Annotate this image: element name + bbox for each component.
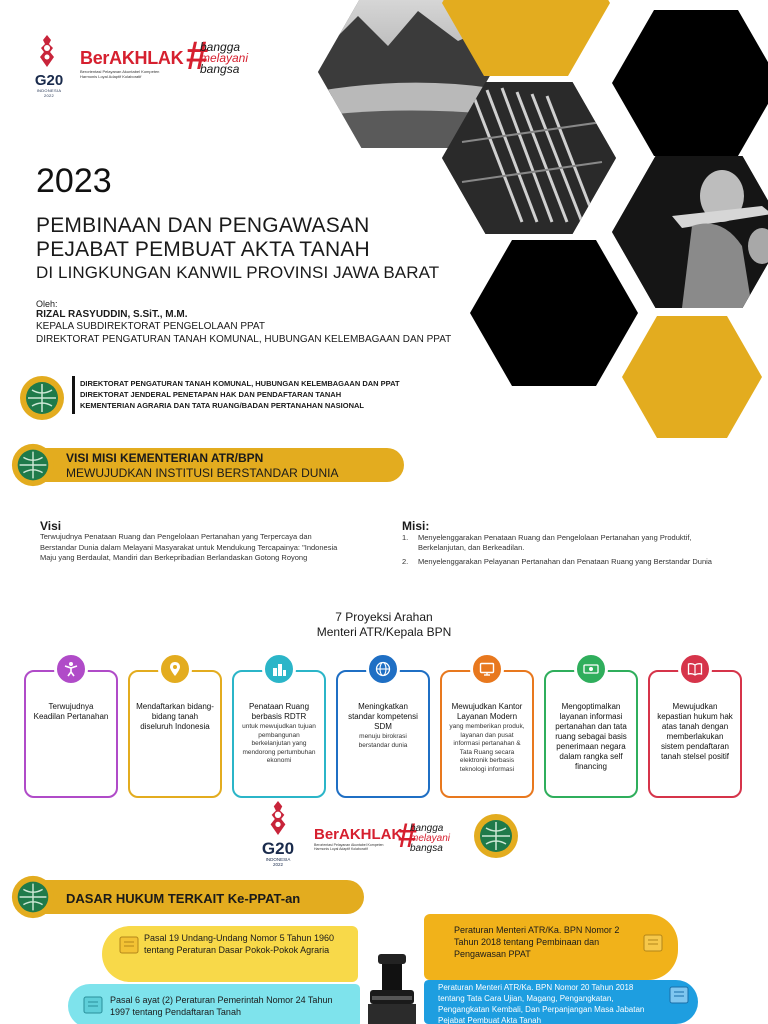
directorate-divider (72, 376, 75, 414)
directorate-line-2: DIREKTORAT JENDERAL PENETAPAN HAK DAN PENDAFTARAN TANAH (80, 390, 342, 399)
proyeksi-card-main: Penataan Ruang berbasis RDTR (248, 702, 310, 721)
author-role-1: KEPALA SUBDIREKTORAT PENGELOLAAN PPAT (36, 321, 265, 332)
gold-hex-bottom (622, 316, 762, 438)
book-icon (678, 652, 712, 686)
atr-bpn-emblem-icon (18, 374, 66, 422)
proyeksi-card-main: Terwujudnya Keadilan Pertanahan (33, 702, 109, 721)
law-text-4: Peraturan Menteri ATR/Ka. BPN Nomor 20 Tahun 2018 tentang Tata Cara Ujian, Magang, Pengangkatan, Pengangkatan Kembali, Dan Perpanjangan Masa Jabatan Pejabat Pembuat Akta Tanah (438, 983, 645, 1024)
proyeksi-card-2 (128, 670, 222, 798)
proyeksi-title-line-1: 7 Proyeksi Arahan (335, 610, 433, 624)
year: 2023 (36, 162, 112, 200)
scroll-document-icon (80, 994, 106, 1016)
proyeksi-title (234, 610, 534, 640)
scroll-document-icon (640, 932, 666, 954)
misi-heading: Misi: (402, 519, 430, 533)
dancer-photo (612, 156, 768, 308)
law-text-2: Pasal 6 ayat (2) Peraturan Pemerintah Nomor 24 Tahun 1997 tentang Pendaftaran Tanah (110, 995, 333, 1017)
law-item-4 (424, 980, 698, 1024)
proyeksi-card-desc: yang memberikan produk, layanan dan pusat informasi pertanahan & Tata Ruang secara elektronik berbasis teknologi informasi (449, 723, 525, 773)
title-line-3: DI LINGKUNGAN KANWIL PROVINSI JAWA BARAT (36, 263, 440, 282)
berakhlak-tag-1: Berorientasi Pelayanan Akuntabel Kompeten (314, 843, 384, 847)
misi-text: Menyelenggarakan Pelayanan Pertanahan dan Penataan Ruang yang Berstandar Dunia (418, 557, 712, 566)
city-buildings-icon (262, 652, 296, 686)
proyeksi-card-desc: untuk mewujudkan tujuan pembangunan berkelanjutan yang mendorong pertumbuhan ekonomi (242, 723, 316, 764)
bangga-word-3: bangsa (200, 62, 240, 76)
bangga-melayani-logo (398, 817, 468, 858)
directorate-line-1: DIREKTORAT PENGATURAN TANAH KOMUNAL, HUBUNGAN KELEMBAGAAN DAN PPAT (80, 379, 400, 388)
directorate-line-3: KEMENTERIAN AGRARIA DAN TATA RUANG/BADAN PERTANAHAN NASIONAL (80, 401, 365, 410)
proyeksi-card-main: Meningkatkan standar kompetensi SDM (348, 702, 418, 731)
proyeksi-card-1 (24, 670, 118, 798)
bangga-word-1: bangga (410, 823, 444, 834)
berakhlak-logo (80, 48, 190, 79)
atr-bpn-emblem-icon (10, 874, 56, 920)
berakhlak-tag-2: Harmonis Loyal Adaptif Kolaboratif (80, 74, 142, 79)
author-role-2: DIREKTORAT PENGATURAN TANAH KOMUNAL, HUBUNGAN KELEMBAGAAN DAN PPAT (36, 334, 452, 345)
berakhlak-tag-2: Harmonis Loyal Adaptif Kolaboratif (314, 847, 368, 851)
bangga-word-1: bangga (200, 40, 241, 54)
misi-list (402, 533, 722, 571)
g20-text: G20 (34, 72, 64, 89)
g20-logo (32, 34, 66, 98)
atr-bpn-emblem-icon (10, 442, 56, 488)
title-line-1: PEMBINAAN DAN PENGAWASAN (36, 214, 370, 237)
g20-year: 2022 (43, 93, 55, 98)
law-item-2 (68, 984, 360, 1024)
hash-icon: # (186, 34, 209, 78)
proyeksi-card-7 (648, 670, 742, 798)
monitor-icon (470, 652, 504, 686)
bangga-word-3: bangsa (410, 843, 443, 854)
money-icon (574, 652, 608, 686)
misi-number: 1. (402, 533, 409, 542)
proyeksi-card-main: Mewujudkan Kantor Layanan Modern (451, 702, 523, 721)
proyeksi-card-main: Mewujudkan kepastian hukum hak atas tanah dengan memberlakukan sistem pendaftaran tanah stelsel positif (657, 702, 733, 761)
visi-heading: Visi (40, 519, 62, 533)
stamp-icon (364, 952, 420, 1024)
proyeksi-card-desc: menuju birokrasi berstandar dunia (358, 733, 408, 749)
dasar-hukum-title: DASAR HUKUM TERKAIT Ke-PPAT-an (66, 891, 301, 906)
justice-person-icon (54, 652, 88, 686)
black-hex-right-top (612, 10, 768, 156)
berakhlak-word: BerAKHLAK (314, 826, 403, 843)
g20-emblem-icon (258, 800, 298, 836)
misi-item (402, 533, 722, 553)
bangga-word-2: melayani (200, 51, 249, 65)
oleh-label: Oleh: (36, 299, 58, 309)
misi-number: 2. (402, 557, 409, 566)
visi-misi-subtitle: MEWUJUDKAN INSTITUSI BERSTANDAR DUNIA (66, 466, 339, 480)
g20-emblem-icon (32, 34, 62, 68)
bangga-melayani-logo (186, 34, 268, 80)
dancer-photo-hex (612, 156, 768, 308)
title-line-2: PEJABAT PEMBUAT AKTA TANAH (36, 238, 370, 261)
visi-body: Terwujudnya Penataan Ruang dan Pengelolaan Pertanahan yang Terpercaya dan Berstandar Dunia dalam Melayani Masyarakat untuk Mendukung Tercapainya: "Indonesia Maju yang Berdaulat, Mandiri dan Berkepribadian Berlandaskan Gotong Royong (40, 532, 338, 562)
g20-year: 2022 (272, 862, 283, 867)
hash-icon: # (398, 817, 417, 855)
g20-sub: INDONESIA (265, 857, 291, 862)
misi-item (402, 557, 722, 567)
law-text-3: Peraturan Menteri ATR/Ka. BPN Nomor 2 Tahun 2018 tentang Pembinaan dan Pengawasan PPAT (454, 925, 620, 959)
author-name: RIZAL RASYUDDIN, S.SiT., M.M. (36, 309, 188, 320)
berakhlak-tag-1: Berorientasi Pelayanan Akuntabel Kompeten (80, 69, 160, 74)
proyeksi-card-main: Mengoptimalkan layanan informasi pertanahan dan tata ruang sebagai basis penerimaan negara dalam rangka self financing (555, 702, 627, 771)
visi-misi-title: VISI MISI KEMENTERIAN ATR/BPN (66, 451, 264, 465)
proyeksi-card-4 (336, 670, 430, 798)
proyeksi-title-line-2: Menteri ATR/Kepala BPN (316, 625, 452, 639)
g20-text: G20 (261, 839, 295, 858)
g20-logo (258, 800, 298, 867)
black-hex-middle (470, 240, 638, 386)
atr-bpn-emblem-icon (472, 812, 520, 860)
proyeksi-card-5 (440, 670, 534, 798)
misi-text: Menyelenggarakan Penataan Ruang dan Pengelolaan Pertanahan yang Produktif, Berkelanjutan, dan Berkeadilan. (418, 533, 692, 552)
bangga-word-2: melayani (410, 833, 451, 844)
proyeksi-card-3 (232, 670, 326, 798)
berakhlak-logo (314, 826, 404, 851)
map-pin-icon (158, 652, 192, 686)
berakhlak-word: BerAKHLAK (80, 48, 184, 68)
directorate-text (80, 378, 400, 411)
scroll-document-icon (666, 984, 692, 1006)
law-text-1: Pasal 19 Undang-Undang Nomor 5 Tahun 1960 tentang Peraturan Dasar Pokok-Pokok Agraria (144, 933, 334, 955)
scroll-document-icon (116, 934, 142, 956)
g20-sub: INDONESIA (36, 88, 62, 93)
proyeksi-card-main: Mendaftarkan bidang-bidang tanah diseluruh Indonesia (136, 702, 214, 731)
proyeksi-card-6 (544, 670, 638, 798)
globe-icon (366, 652, 400, 686)
